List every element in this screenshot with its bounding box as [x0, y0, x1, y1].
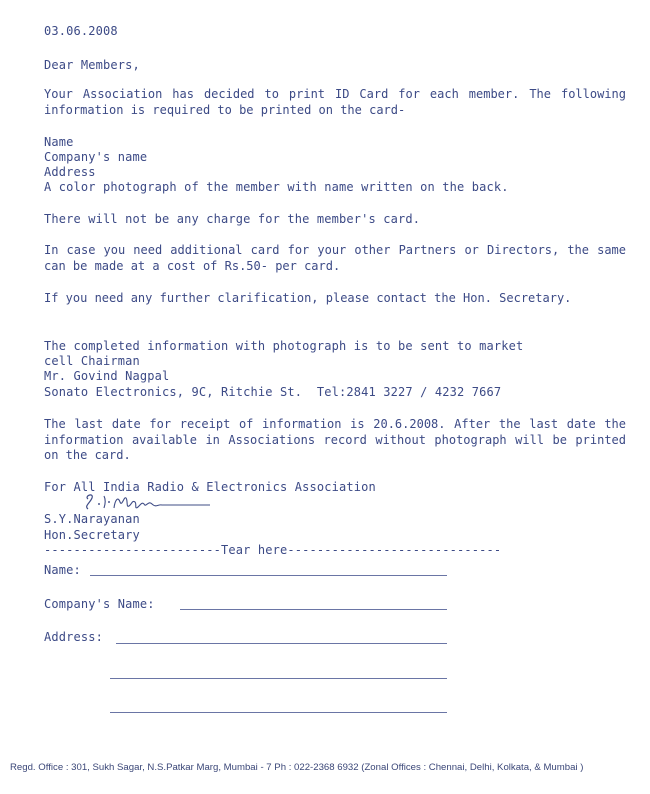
form-company-line[interactable] [180, 609, 447, 610]
tear-dashes-right: ----------------------------- [287, 543, 502, 557]
form-address-label: Address: [44, 630, 103, 644]
intro-paragraph: Your Association has decided to print ID Card for each member. The following information is required to be printed on the card- [44, 87, 626, 117]
required-item-address: Address [44, 165, 96, 179]
chairman-name: Mr. Govind Nagpal [44, 369, 170, 383]
form-company-label: Company's Name: [44, 597, 155, 611]
form-name-line[interactable] [90, 575, 447, 576]
required-item-photograph: A color photograph of the member with name written on the back. [44, 180, 509, 194]
send-to-line-2: cell Chairman [44, 354, 140, 368]
signatory-name: S.Y.Narayanan [44, 512, 140, 526]
form-address-line-2[interactable] [110, 678, 447, 679]
form-address-line-3[interactable] [110, 712, 447, 713]
footer-registered-office: Regd. Office : 301, Sukh Sagar, N.S.Patkar Marg, Mumbai - 7 Ph : 022-2368 6932 (Zonal Offices : Chennai, Delhi, Kolkata, & Mumbai ) [10, 762, 584, 773]
chairman-address: Sonato Electronics, 9C, Ritchie St. Tel:2841 3227 / 4232 7667 [44, 385, 502, 399]
additional-card-paragraph: In case you need additional card for your other Partners or Directors, the same can be made at a cost of Rs.50- per card. [44, 243, 626, 273]
letter-date: 03.06.2008 [44, 24, 118, 38]
tear-here-label: Tear here [221, 543, 288, 557]
send-to-line-1: The completed information with photograph is to be sent to market [44, 339, 524, 353]
form-name-label: Name: [44, 563, 81, 577]
required-item-name: Name [44, 135, 74, 149]
signatory-title: Hon.Secretary [44, 528, 140, 542]
tear-here-line [44, 543, 501, 558]
tear-dashes-left: ------------------------ [44, 543, 221, 557]
salutation: Dear Members, [44, 58, 140, 72]
signoff-association: For All India Radio & Electronics Association [44, 480, 376, 494]
clarification-paragraph: If you need any further clarification, please contact the Hon. Secretary. [44, 291, 572, 305]
required-item-company: Company's name [44, 150, 148, 164]
no-charge-notice: There will not be any charge for the member's card. [44, 212, 421, 226]
last-date-paragraph: The last date for receipt of information is 20.6.2008. After the last date the information available in Associations record without photograph will be printed on the card. [44, 417, 626, 462]
form-address-line-1[interactable] [116, 643, 447, 644]
